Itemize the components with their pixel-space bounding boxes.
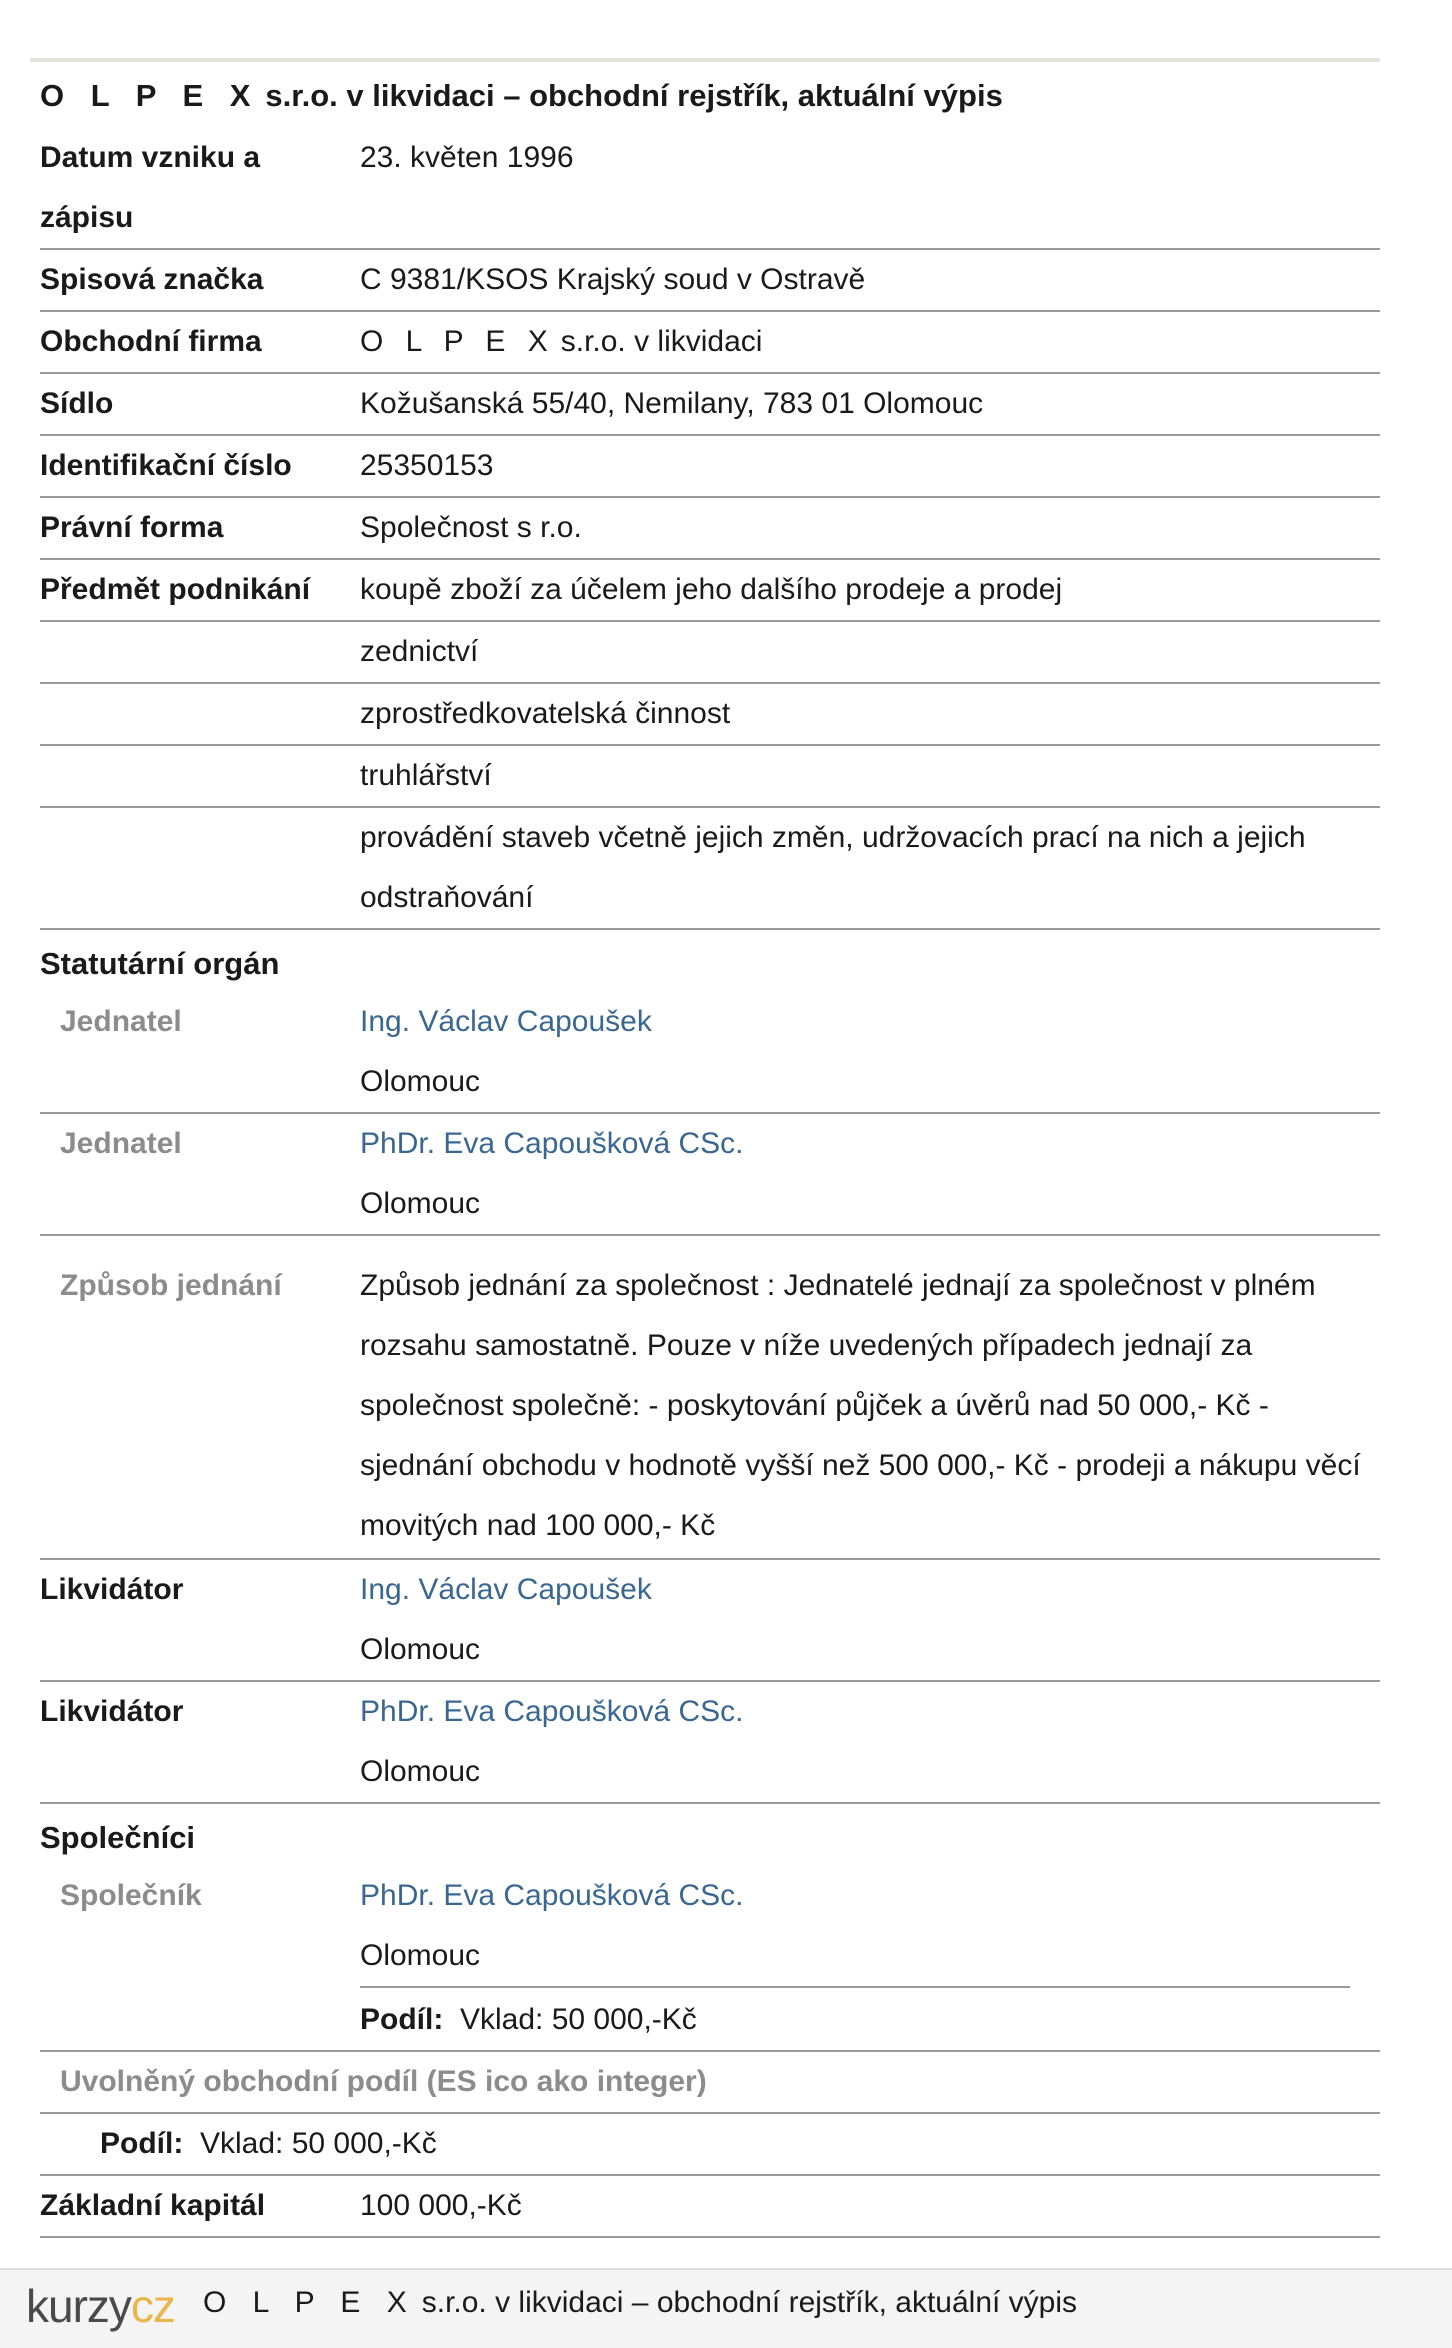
value-pravni: Společnost s r.o.: [360, 511, 582, 544]
value-zpusob: Způsob jednání za společnost : Jednatelé jednají za společnost v plném rozsahu samostatně. Pouze v níže uvedených případech jednají za společnost společně: - poskytování půjček a úvěrů nad 50 000,- Kč - sjednání obchodu v hodnotě vyšší než 500 000,- Kč - prodeji a nákupu věcí movitých nad 100 000,- Kč: [360, 1269, 1361, 1542]
label-spolecnik: Společník: [60, 1879, 202, 1912]
footer-rest: s.r.o. v likvidaci – obchodní rejstřík, aktuální výpis: [421, 2286, 1078, 2319]
label-kapital: Základní kapitál: [40, 2189, 266, 2222]
label-zpusob: Způsob jednání: [60, 1269, 282, 1302]
value-predmet-item: zprostředkovatelská činnost: [360, 697, 731, 730]
footer-company: O L P E X: [203, 2286, 416, 2319]
person-link[interactable]: Ing. Václav Capoušek: [360, 1573, 652, 1606]
person-link[interactable]: PhDr. Eva Capoušková CSc.: [360, 1695, 744, 1728]
row-predmet-2: [40, 622, 1380, 684]
podil-value: Vklad: 50 000,-Kč: [200, 2127, 437, 2160]
value-kapital: 100 000,-Kč: [360, 2189, 522, 2222]
value-firma-rest: s.r.o. v likvidaci: [560, 325, 763, 358]
row-uvolneny-podil-value: [40, 2114, 1380, 2176]
label-datum-line1: Datum vzniku a: [40, 141, 261, 174]
value-ico: 25350153: [360, 449, 494, 482]
label-jednatel: Jednatel: [60, 1005, 182, 1038]
person-link[interactable]: Ing. Václav Capoušek: [360, 1005, 652, 1038]
person-city: Olomouc: [360, 1633, 481, 1666]
row-predmet-3: [40, 684, 1380, 746]
title-company: O L P E X: [40, 78, 260, 113]
row-pravni-forma: [40, 498, 1380, 560]
value-datum: 23. květen 1996: [360, 141, 574, 174]
row-jednatel-2: [40, 1114, 1380, 1236]
title-rest: s.r.o. v likvidaci – obchodní rejstřík, aktuální výpis: [265, 78, 1003, 113]
person-city: Olomouc: [360, 1187, 481, 1220]
row-zakladni-kapital: [40, 2176, 1380, 2238]
kurzy-logo[interactable]: [26, 2276, 175, 2336]
label-datum-line2: zápisu: [40, 201, 134, 234]
label-firma: Obchodní firma: [40, 325, 262, 358]
podil-line: [360, 1990, 1370, 2050]
person-link[interactable]: PhDr. Eva Capoušková CSc.: [360, 1879, 744, 1912]
logo-part-a: kurzy: [26, 2280, 131, 2332]
row-sidlo: [40, 374, 1380, 436]
person-city: Olomouc: [360, 1926, 1350, 1988]
row-predmet-4: [40, 746, 1380, 808]
row-obchodni-firma: [40, 312, 1380, 374]
person-city: Olomouc: [360, 1755, 481, 1788]
value-predmet-item: truhlářství: [360, 759, 492, 792]
row-uvolneny-podil: [40, 2052, 1380, 2114]
person-link[interactable]: PhDr. Eva Capoušková CSc.: [360, 1127, 744, 1160]
podil-label: Podíl:: [360, 2003, 444, 2036]
value-predmet-item: zednictví: [360, 635, 479, 668]
value-spisova: C 9381/KSOS Krajský soud v Ostravě: [360, 263, 866, 296]
row-predmet-5: [40, 808, 1380, 930]
row-predmet-1: [40, 560, 1380, 622]
label-ico: Identifikační číslo: [40, 449, 292, 482]
podil-value: Vklad: 50 000,-Kč: [460, 2003, 697, 2036]
value-predmet-item: provádění staveb včetně jejich změn, udržovacích prací na nich a jejich odstraňování: [360, 821, 1306, 914]
uvolneny-podil-line: [100, 2114, 1370, 2174]
row-likvidator-1: [40, 1560, 1380, 1682]
row-datum-vzniku: [40, 128, 1380, 250]
row-jednatel-1: [40, 992, 1380, 1114]
value-predmet-item: koupě zboží za účelem jeho dalšího prodeje a prodej: [360, 573, 1063, 606]
footer-title: [203, 2286, 1077, 2320]
row-spisova-znacka: [40, 250, 1380, 312]
logo-part-b: cz: [130, 2280, 175, 2332]
row-spolecnik: [40, 1866, 1380, 2052]
podil-label: Podíl:: [100, 2127, 184, 2160]
row-ico: [40, 436, 1380, 498]
section-statutarni: Statutární orgán: [40, 946, 280, 981]
value-sidlo: Kožušanská 55/40, Nemilany, 783 01 Olomouc: [360, 387, 984, 420]
registry-extract: [30, 58, 1380, 2242]
section-spolecnici: Společníci: [40, 1820, 196, 1855]
person-city: Olomouc: [360, 1065, 481, 1098]
page-title: [40, 78, 1003, 114]
label-likvidator: Likvidátor: [40, 1573, 184, 1606]
label-uvolneny: Uvolněný obchodní podíl (ES ico ako integer): [60, 2065, 707, 2098]
value-firma-spaced: O L P E X: [360, 325, 555, 358]
label-sidlo: Sídlo: [40, 387, 114, 420]
label-predmet: Předmět podnikání: [40, 573, 311, 606]
label-jednatel: Jednatel: [60, 1127, 182, 1160]
row-likvidator-2: [40, 1682, 1380, 1804]
value-firma: [360, 312, 1370, 372]
label-pravni: Právní forma: [40, 511, 224, 544]
label-likvidator: Likvidátor: [40, 1695, 184, 1728]
footer-bar: [0, 2268, 1452, 2348]
row-zpusob-jednani: [40, 1236, 1380, 1560]
label-spisova: Spisová značka: [40, 263, 264, 296]
